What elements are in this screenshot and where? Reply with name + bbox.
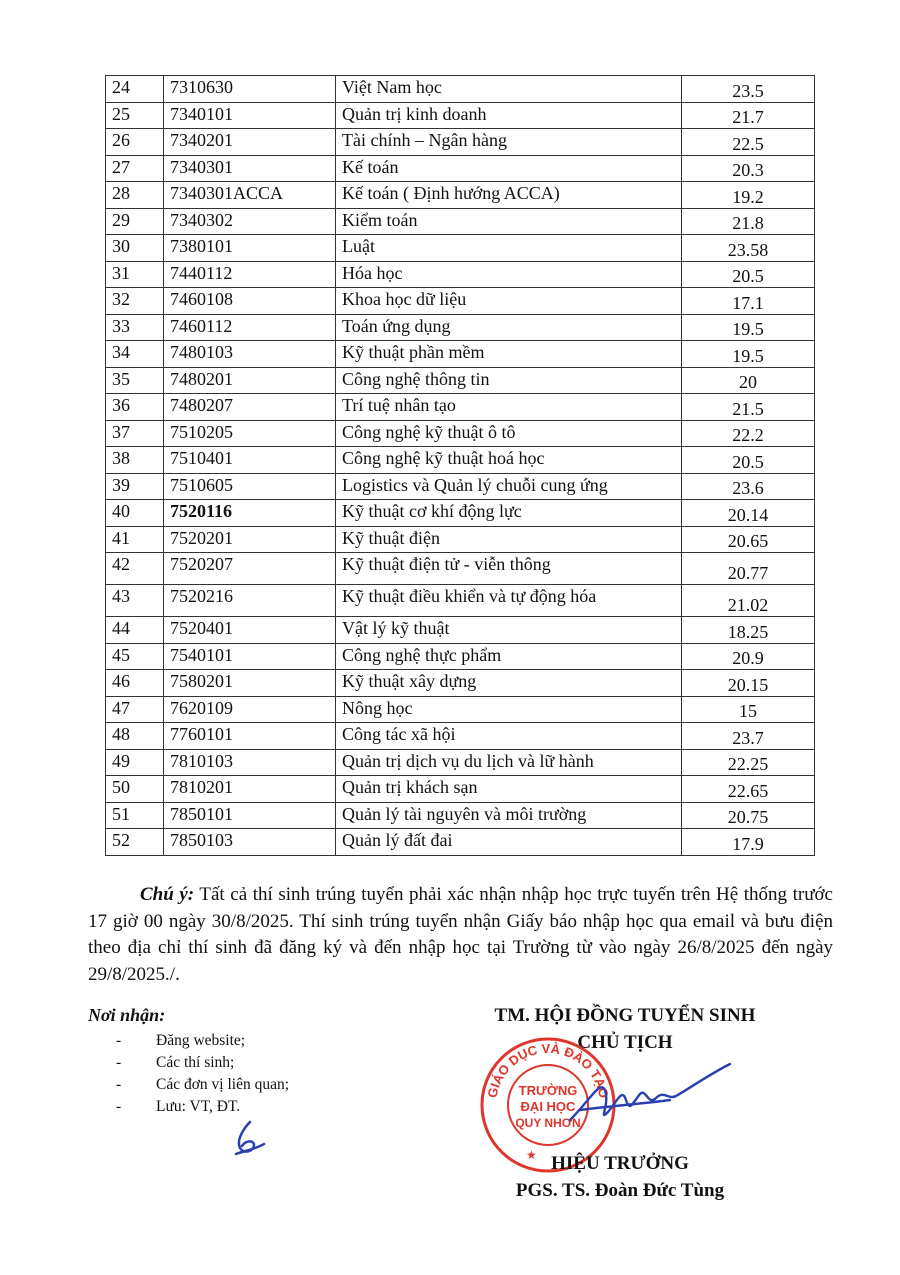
row-number: 37 (106, 420, 164, 447)
table-row (106, 155, 815, 182)
program-code: 7520216 (164, 585, 336, 617)
program-code: 7480201 (164, 367, 336, 394)
signature-stroke (560, 1060, 740, 1140)
recipients-list (88, 1030, 408, 1118)
program-code: 7460108 (164, 288, 336, 315)
cutoff-score: 20.5 (682, 447, 815, 474)
program-code: 7520116 (164, 500, 336, 527)
program-name: Kỹ thuật điều khiển và tự động hóa (336, 585, 682, 617)
principal-position: HIỆU TRƯỞNG (551, 1153, 689, 1174)
table-row (106, 500, 815, 527)
row-number: 42 (106, 553, 164, 585)
program-code: 7480103 (164, 341, 336, 368)
program-code: 7380101 (164, 235, 336, 262)
program-name: Tài chính – Ngân hàng (336, 129, 682, 156)
row-number: 40 (106, 500, 164, 527)
program-name: Quản trị khách sạn (336, 776, 682, 803)
cutoff-score: 20.3 (682, 155, 815, 182)
program-name: Nông học (336, 696, 682, 723)
program-name: Luật (336, 235, 682, 262)
program-code: 7340201 (164, 129, 336, 156)
cutoff-score: 21.5 (682, 394, 815, 421)
table-row (106, 420, 815, 447)
program-code: 7620109 (164, 696, 336, 723)
cutoff-score: 20.9 (682, 643, 815, 670)
table-row (106, 129, 815, 156)
seal-star-icon: ★ (526, 1148, 537, 1162)
row-number: 41 (106, 526, 164, 553)
row-number: 26 (106, 129, 164, 156)
table-row (106, 76, 815, 103)
table-row (106, 723, 815, 750)
seal-line3: QUY NHƠN (515, 1116, 581, 1130)
program-code: 7760101 (164, 723, 336, 750)
row-number: 32 (106, 288, 164, 315)
recipient-item: - Đăng website; (116, 1032, 246, 1049)
program-code: 7480207 (164, 394, 336, 421)
program-name: Toán ứng dụng (336, 314, 682, 341)
program-code: 7810201 (164, 776, 336, 803)
cutoff-score: 19.5 (682, 341, 815, 368)
cutoff-score: 20.15 (682, 670, 815, 697)
row-number: 44 (106, 617, 164, 644)
table-row (106, 235, 815, 262)
table-row (106, 182, 815, 209)
table-row (106, 617, 815, 644)
cutoff-score: 22.2 (682, 420, 815, 447)
row-number: 38 (106, 447, 164, 474)
cutoff-score: 17.9 (682, 829, 815, 856)
program-code: 7340101 (164, 102, 336, 129)
row-number: 35 (106, 367, 164, 394)
principal-block (470, 1150, 770, 1204)
program-code: 7310630 (164, 76, 336, 103)
cutoff-score: 19.2 (682, 182, 815, 209)
table-row (106, 447, 815, 474)
program-name: Công nghệ thực phẩm (336, 643, 682, 670)
row-number: 30 (106, 235, 164, 262)
program-code: 7340301 (164, 155, 336, 182)
cutoff-score: 20.77 (682, 553, 815, 585)
cutoff-score: 23.6 (682, 473, 815, 500)
cutoff-score: 22.65 (682, 776, 815, 803)
row-number: 52 (106, 829, 164, 856)
row-number: 39 (106, 473, 164, 500)
program-name: Quản lý tài nguyên và môi trường (336, 802, 682, 829)
table-row (106, 829, 815, 856)
program-name: Kỹ thuật xây dựng (336, 670, 682, 697)
cutoff-score: 20.5 (682, 261, 815, 288)
cutoff-score: 22.25 (682, 749, 815, 776)
program-name: Quản lý đất đai (336, 829, 682, 856)
table-row (106, 208, 815, 235)
program-name: Việt Nam học (336, 76, 682, 103)
cutoff-score: 22.5 (682, 129, 815, 156)
program-name: Công nghệ kỹ thuật ô tô (336, 420, 682, 447)
row-number: 25 (106, 102, 164, 129)
cutoff-score: 20 (682, 367, 815, 394)
note-label: Chú ý: (140, 884, 195, 905)
cutoff-score: 15 (682, 696, 815, 723)
cutoff-score: 20.75 (682, 802, 815, 829)
row-number: 34 (106, 341, 164, 368)
admission-score-table (105, 75, 815, 856)
program-code: 7850101 (164, 802, 336, 829)
program-name: Kế toán ( Định hướng ACCA) (336, 182, 682, 209)
cutoff-score: 21.7 (682, 102, 815, 129)
program-name: Kiểm toán (336, 208, 682, 235)
cutoff-score: 19.5 (682, 314, 815, 341)
seal-line2: ĐẠI HỌC (520, 1099, 576, 1114)
program-code: 7510605 (164, 473, 336, 500)
row-number: 48 (106, 723, 164, 750)
table-row (106, 802, 815, 829)
row-number: 33 (106, 314, 164, 341)
recipients-title: Nơi nhận: (88, 1005, 166, 1025)
table-row (106, 314, 815, 341)
row-number: 28 (106, 182, 164, 209)
table-row (106, 585, 815, 617)
note-paragraph (88, 882, 833, 988)
row-number: 50 (106, 776, 164, 803)
principal-name: PGS. TS. Đoàn Đức Tùng (515, 1180, 725, 1201)
program-name: Vật lý kỹ thuật (336, 617, 682, 644)
initial-mark (230, 1118, 270, 1158)
table-row (106, 670, 815, 697)
table-row (106, 473, 815, 500)
cutoff-score: 23.7 (682, 723, 815, 750)
cutoff-score: 23.58 (682, 235, 815, 262)
cutoff-score: 21.02 (682, 585, 815, 617)
table-row (106, 288, 815, 315)
table-row (106, 102, 815, 129)
program-code: 7540101 (164, 643, 336, 670)
row-number: 24 (106, 76, 164, 103)
cutoff-score: 21.8 (682, 208, 815, 235)
program-name: Kế toán (336, 155, 682, 182)
table-row (106, 776, 815, 803)
program-name: Kỹ thuật điện tử - viễn thông (336, 553, 682, 585)
table-row (106, 367, 815, 394)
program-code: 7520207 (164, 553, 336, 585)
row-number: 47 (106, 696, 164, 723)
recipients-block (88, 1005, 408, 1118)
row-number: 49 (106, 749, 164, 776)
row-number: 45 (106, 643, 164, 670)
table-row (106, 341, 815, 368)
program-code: 7810103 (164, 749, 336, 776)
recipient-item: - Các đơn vị liên quan; (116, 1076, 290, 1093)
program-name: Hóa học (336, 261, 682, 288)
row-number: 27 (106, 155, 164, 182)
row-number: 51 (106, 802, 164, 829)
cutoff-score: 20.65 (682, 526, 815, 553)
program-name: Công nghệ kỹ thuật hoá học (336, 447, 682, 474)
recipient-item: - Lưu: VT, ĐT. (116, 1098, 241, 1115)
program-code: 7460112 (164, 314, 336, 341)
table-row (106, 261, 815, 288)
program-name: Kỹ thuật phần mềm (336, 341, 682, 368)
program-name: Kỹ thuật cơ khí động lực (336, 500, 682, 527)
chair-title: CHỦ TỊCH (577, 1032, 673, 1053)
program-code: 7520201 (164, 526, 336, 553)
cutoff-score: 18.25 (682, 617, 815, 644)
program-code: 7580201 (164, 670, 336, 697)
program-name: Khoa học dữ liệu (336, 288, 682, 315)
score-table-body (106, 76, 815, 856)
row-number: 31 (106, 261, 164, 288)
seal-line1: TRƯỜNG (518, 1083, 578, 1098)
program-name: Kỹ thuật điện (336, 526, 682, 553)
program-code: 7510401 (164, 447, 336, 474)
table-row (106, 643, 815, 670)
program-code: 7850103 (164, 829, 336, 856)
row-number: 46 (106, 670, 164, 697)
table-row (106, 394, 815, 421)
program-code: 7510205 (164, 420, 336, 447)
row-number: 36 (106, 394, 164, 421)
row-number: 43 (106, 585, 164, 617)
program-code: 7340301ACCA (164, 182, 336, 209)
program-name: Quản trị dịch vụ du lịch và lữ hành (336, 749, 682, 776)
table-row (106, 526, 815, 553)
program-name: Công tác xã hội (336, 723, 682, 750)
table-row (106, 696, 815, 723)
program-code: 7520401 (164, 617, 336, 644)
cutoff-score: 23.5 (682, 76, 815, 103)
program-name: Quản trị kinh doanh (336, 102, 682, 129)
cutoff-score: 17.1 (682, 288, 815, 315)
program-code: 7440112 (164, 261, 336, 288)
council-title: TM. HỘI ĐỒNG TUYỂN SINH (494, 1005, 756, 1026)
cutoff-score: 20.14 (682, 500, 815, 527)
seal-outer-text: GIÁO DỤC VÀ ĐÀO TẠO (484, 1040, 612, 1100)
program-name: Công nghệ thông tin (336, 367, 682, 394)
table-row (106, 749, 815, 776)
table-row (106, 553, 815, 585)
program-name: Logistics và Quản lý chuỗi cung ứng (336, 473, 682, 500)
program-code: 7340302 (164, 208, 336, 235)
program-name: Trí tuệ nhân tạo (336, 394, 682, 421)
recipient-item: - Các thí sinh; (116, 1054, 235, 1071)
row-number: 29 (106, 208, 164, 235)
note-text: Tất cả thí sinh trúng tuyển phải xác nhận nhập học trực tuyến trên Hệ thống trước 17 giờ 00 ngày 30/8/2025. Thí sinh trúng tuyển nhận Giấy báo nhập học qua email và bưu điện theo địa chỉ thí sinh đã đăng ký và đến nhập học tại Trường từ vào ngày 26/8/2025 đến ngày 29/8/2025./. (88, 884, 833, 985)
